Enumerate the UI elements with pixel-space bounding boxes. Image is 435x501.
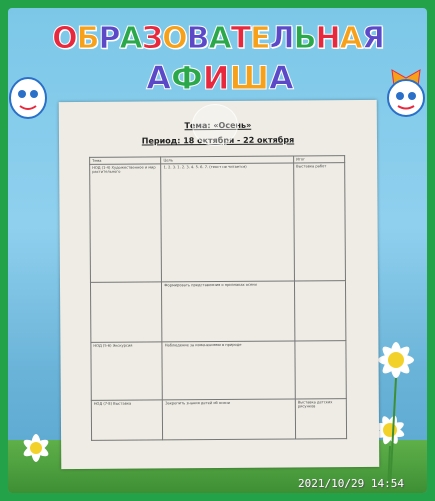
table-header: Цель <box>161 156 294 164</box>
photo-timestamp: 2021/10/29 14:54 <box>298 477 404 490</box>
title-letter: Ш <box>229 59 270 97</box>
title-letter: В <box>186 21 209 56</box>
table-row <box>90 163 346 283</box>
table-cell: Формировать представления о признаках осени <box>162 281 295 342</box>
title-letter: Е <box>250 21 270 56</box>
title-letter: Б <box>76 21 99 56</box>
board-title-line-1 <box>18 22 418 56</box>
title-letter: Р <box>98 21 120 56</box>
schedule-table <box>89 155 347 441</box>
title-letter: А <box>269 59 294 97</box>
table-cell <box>90 282 162 342</box>
table-header: Тема <box>90 157 161 164</box>
title-letter: О <box>52 21 77 56</box>
sheet-theme: Тема: «Осень» <box>184 120 252 131</box>
table-row <box>91 341 346 401</box>
table-cell: НОД (7-8) Выставка <box>91 400 163 440</box>
title-letter: Ф <box>170 59 203 97</box>
table-cell <box>295 341 346 399</box>
table-header: Итог <box>294 156 345 163</box>
cartoon-character-left <box>6 70 50 122</box>
table-cell: 1. 2. 3. 1. 2. 3. 4. 5. 6. 7. (текст не читается) <box>161 163 294 282</box>
sheet-period: Период: 18 октября - 22 октября <box>141 135 295 146</box>
title-letter: О <box>162 21 187 56</box>
title-letter: Л <box>269 21 294 56</box>
title-letter: А <box>208 21 231 56</box>
cartoon-character-right <box>382 60 430 120</box>
title-letter: З <box>141 21 163 56</box>
table-row <box>90 281 345 343</box>
table-cell: НОД (5-6) Экскурсия <box>91 342 163 400</box>
table-cell: Выставка работ <box>294 163 346 281</box>
title-letter: Я <box>361 21 384 56</box>
table-cell: Выставка детских рисунков <box>295 399 346 439</box>
table-row <box>91 399 346 441</box>
title-letter: А <box>119 21 142 56</box>
title-letter: Т <box>230 21 251 56</box>
title-letter: А <box>339 21 362 56</box>
table-cell <box>294 281 345 341</box>
schedule-sheet <box>59 100 380 469</box>
title-letter: Н <box>315 21 340 56</box>
table-cell: НОД (1-4) Художественное и мир растительного <box>90 164 162 282</box>
title-letter: И <box>202 59 230 97</box>
table-cell: Закрепить знания детей об осени <box>163 399 296 440</box>
title-letter: Ь <box>293 21 316 56</box>
table-cell: Наблюдение за изменениями в природе <box>162 341 295 400</box>
title-letter: А <box>146 59 171 97</box>
plastic-sleeve-tab <box>192 104 238 146</box>
board-title-line-2 <box>135 60 305 96</box>
